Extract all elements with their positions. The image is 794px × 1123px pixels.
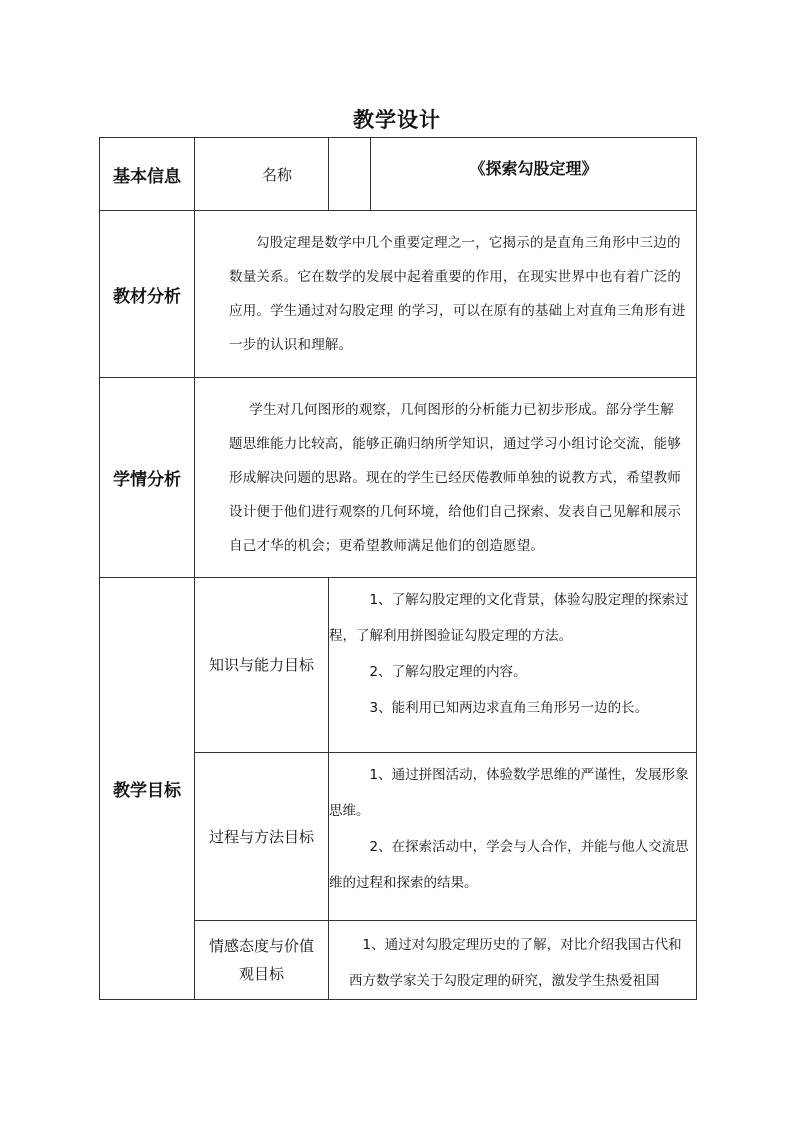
teaching-objectives-header: 教学目标 xyxy=(100,578,195,1000)
process-objective-cell xyxy=(329,753,697,921)
knowledge-item: 3、能利用已知两边求直角三角形另一边的长。 xyxy=(369,700,649,716)
name-spacer-cell xyxy=(329,138,371,211)
student-analysis-text: 学生对几何图形的观察，几何图形的分析能力已初步形成。部分学生解题思维能力比较高，能够正确归纳所学知识，通过学习小组讨论交流，能够形成解决问题的思路。现在的学生已经厌倦教师单独的说教方式，希望教师设计便于他们进行观察的几何环境，给他们自己探索、发表自己见解和展示自己才华的机会；更希望教师满足他们的创造愿望。 xyxy=(229,401,682,554)
process-item: 2、在探索活动中，学会与人合作，并能与他人交流思维的过程和探索的结果。 xyxy=(329,839,689,891)
document-title: 教学设计 xyxy=(353,108,441,132)
student-analysis-cell xyxy=(195,378,697,578)
name-label: 名称 xyxy=(195,138,329,211)
lesson-name: 《探索勾股定理》 xyxy=(371,138,697,211)
student-analysis-header: 学情分析 xyxy=(100,378,195,578)
emotion-objective-cell xyxy=(329,921,697,1000)
basic-info-header: 基本信息 xyxy=(100,138,195,211)
process-item: 1、通过拼图活动，体验数学思维的严谨性，发展形象思维。 xyxy=(329,767,689,819)
textbook-analysis-row xyxy=(100,211,697,378)
knowledge-item: 2、了解勾股定理的内容。 xyxy=(369,664,527,680)
lesson-design-table xyxy=(99,137,697,1000)
basic-info-row xyxy=(100,138,697,211)
emotion-objective-label: 情感态度与价值观目标 xyxy=(195,921,329,1000)
textbook-analysis-text: 勾股定理是数学中几个重要定理之一，它揭示的是直角三角形中三边的数量关系。它在数学的发展中起着重要的作用，在现实世界中也有着广泛的应用。学生通过对勾股定理 的学习，可以在原有的基础上对直角三角形有进一步的认识和理解。 xyxy=(229,235,686,353)
knowledge-objective-label: 知识与能力目标 xyxy=(195,578,329,753)
process-objective-label: 过程与方法目标 xyxy=(195,753,329,921)
knowledge-item: 1、了解勾股定理的文化背景，体验勾股定理的探索过程，了解利用拼图验证勾股定理的方法。 xyxy=(329,592,689,644)
knowledge-objective-cell xyxy=(329,578,697,753)
knowledge-objective-row xyxy=(100,578,697,753)
textbook-analysis-cell xyxy=(195,211,697,378)
student-analysis-row xyxy=(100,378,697,578)
textbook-analysis-header: 教材分析 xyxy=(100,211,195,378)
emotion-item: 1、通过对勾股定理历史的了解，对比介绍我国古代和西方数学家关于勾股定理的研究，激发学生热爱祖国 xyxy=(349,937,682,989)
